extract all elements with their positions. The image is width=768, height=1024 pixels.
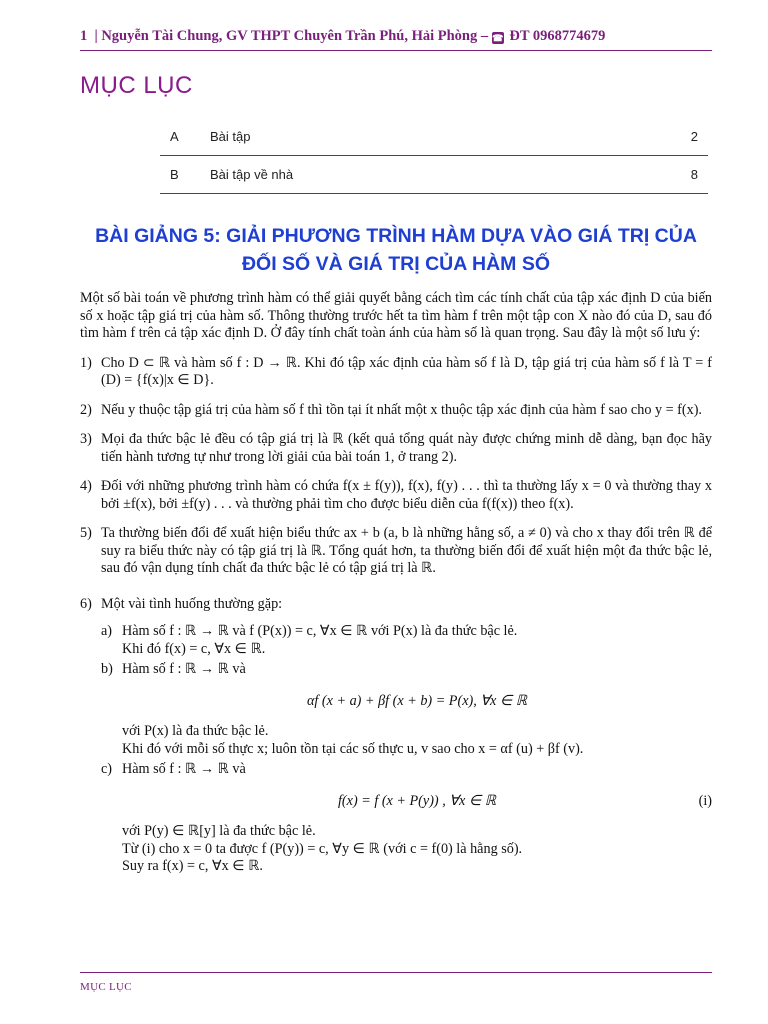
- lecture-title-line1: BÀI GIẢNG 5: GIẢI PHƯƠNG TRÌNH HÀM DỰA VÀO GIÁ TRỊ CỦA: [95, 225, 697, 247]
- subitem-a: a) Hàm số f : ℝ → ℝ và f (P(x)) = c, ∀x ∈ ℝ với P(x) là đa thức bậc lẻ. Khi đó f(x) = c, ∀x ∈ ℝ.: [101, 623, 518, 657]
- toc-letter: A: [170, 129, 179, 144]
- list-item: 4) Đối với những phương trình hàm có chứa f(x ± f(y)), f(x), f(y) . . . thì ta thường lấy x = 0 và thường thay x bởi ±f(x), bởi ±f(y) . . . và thường phải tìm cho được biểu diễn của f(f(x)) theo f(x).: [80, 478, 712, 512]
- toc-page: 2: [690, 129, 698, 144]
- lecture-title: [80, 222, 712, 278]
- toc-letter: B: [170, 167, 179, 182]
- toc-entry-a[interactable]: [160, 118, 708, 156]
- toc-page: 8: [690, 167, 698, 182]
- list-item: 6) Một vài tình huống thường gặp:: [80, 595, 283, 612]
- list-item: 1) Cho D ⊂ ℝ và hàm số f : D → ℝ. Khi đó tập xác định của hàm số f là D, tập giá trị của hàm số f là T = f (D) = {f(x)|x ∈ D}.: [80, 354, 712, 388]
- page-header: 1 | Nguyễn Tài Chung, GV THPT Chuyên Trần Phú, Hải Phòng – ☎ ĐT 0968774679: [80, 28, 606, 44]
- equation: αf (x + a) + βf (x + b) = P(x), ∀x ∈ ℝ: [306, 692, 528, 709]
- list-item: 2) Nếu y thuộc tập giá trị của hàm số f thì tồn tại ít nhất một x thuộc tập xác định của hàm f sao cho y = f(x).: [80, 401, 702, 418]
- intro-paragraph: Một số bài toán về phương trình hàm có thể giải quyết bằng cách tìm các tính chất của tập xác định D của biến số x hoặc tập giá trị của hàm số. Thông thường trước hết ta tìm hàm f trên một tập con X nào đó của D, sau đó tìm hàm f trên cả tập xác định D. Ở đây tính chất toàn ánh của hàm số là quan trọng. Sau đây là một số lưu ý:: [80, 290, 712, 341]
- sublist: [80, 623, 712, 876]
- header-dash: –: [480, 28, 489, 44]
- phone-icon: ☎: [492, 33, 504, 43]
- subitem-c: c) Hàm số f : ℝ → ℝ và f(x) = f (x + P(y)) , ∀x ∈ ℝ (i) với P(y) ∈ ℝ[y] là đa thức bậc lẻ. Từ (i) cho x = 0 ta được f (P(y)) = c, ∀y ∈ ℝ (với c = f(0) là hằng số). Suy ra f(x) = c, ∀x ∈ ℝ.: [101, 761, 712, 874]
- toc-label[interactable]: Bài tập: [210, 129, 251, 144]
- subitem-b: b) Hàm số f : ℝ → ℝ và αf (x + a) + βf (x + b) = P(x), ∀x ∈ ℝ với P(x) là đa thức bậc lẻ. Khi đó với mỗi số thực x; luôn tồn tại các số thực u, v sao cho x = αf (u) + βf (v).: [101, 661, 712, 758]
- toc-label[interactable]: Bài tập về nhà: [210, 167, 294, 182]
- main-content: [80, 290, 712, 876]
- page-footer: MỤC LỤC: [80, 981, 132, 993]
- phone-number: ĐT 0968774679: [509, 28, 606, 44]
- list-item: 3) Mọi đa thức bậc lẻ đều có tập giá trị là ℝ (kết quả tổng quát này được chứng minh dễ dàng, bạn đọc hãy tiến hành tương tự như trong lời giải của bài toán 1, ở trang 2).: [80, 431, 712, 465]
- toc-entry-b[interactable]: [160, 156, 708, 194]
- list-item: 5) Ta thường biến đổi để xuất hiện biểu thức ax + b (a, b là những hằng số, a ≠ 0) và cho x thay đổi trên ℝ để suy ra biểu thức này có tập giá trị là ℝ. Tổng quát hơn, ta thường biến đổi để xuất hiện một đa thức bậc lẻ, sau đó vận dụng tính chất đa thức bậc lẻ có tập giá trị là ℝ.: [80, 525, 712, 576]
- footer-rule: [80, 972, 712, 973]
- header-rule: [80, 50, 712, 51]
- toc-title: MỤC LỤC: [80, 72, 193, 99]
- page-number: 1: [80, 28, 88, 44]
- equation-tag: (i): [698, 792, 712, 809]
- lecture-title-line2: ĐỐI SỐ VÀ GIÁ TRỊ CỦA HÀM SỐ: [241, 253, 551, 275]
- table-of-contents: [160, 118, 708, 194]
- equation: f(x) = f (x + P(y)) , ∀x ∈ ℝ (i): [337, 792, 712, 809]
- author-line: Nguyễn Tài Chung, GV THPT Chuyên Trần Phú, Hải Phòng: [101, 28, 478, 44]
